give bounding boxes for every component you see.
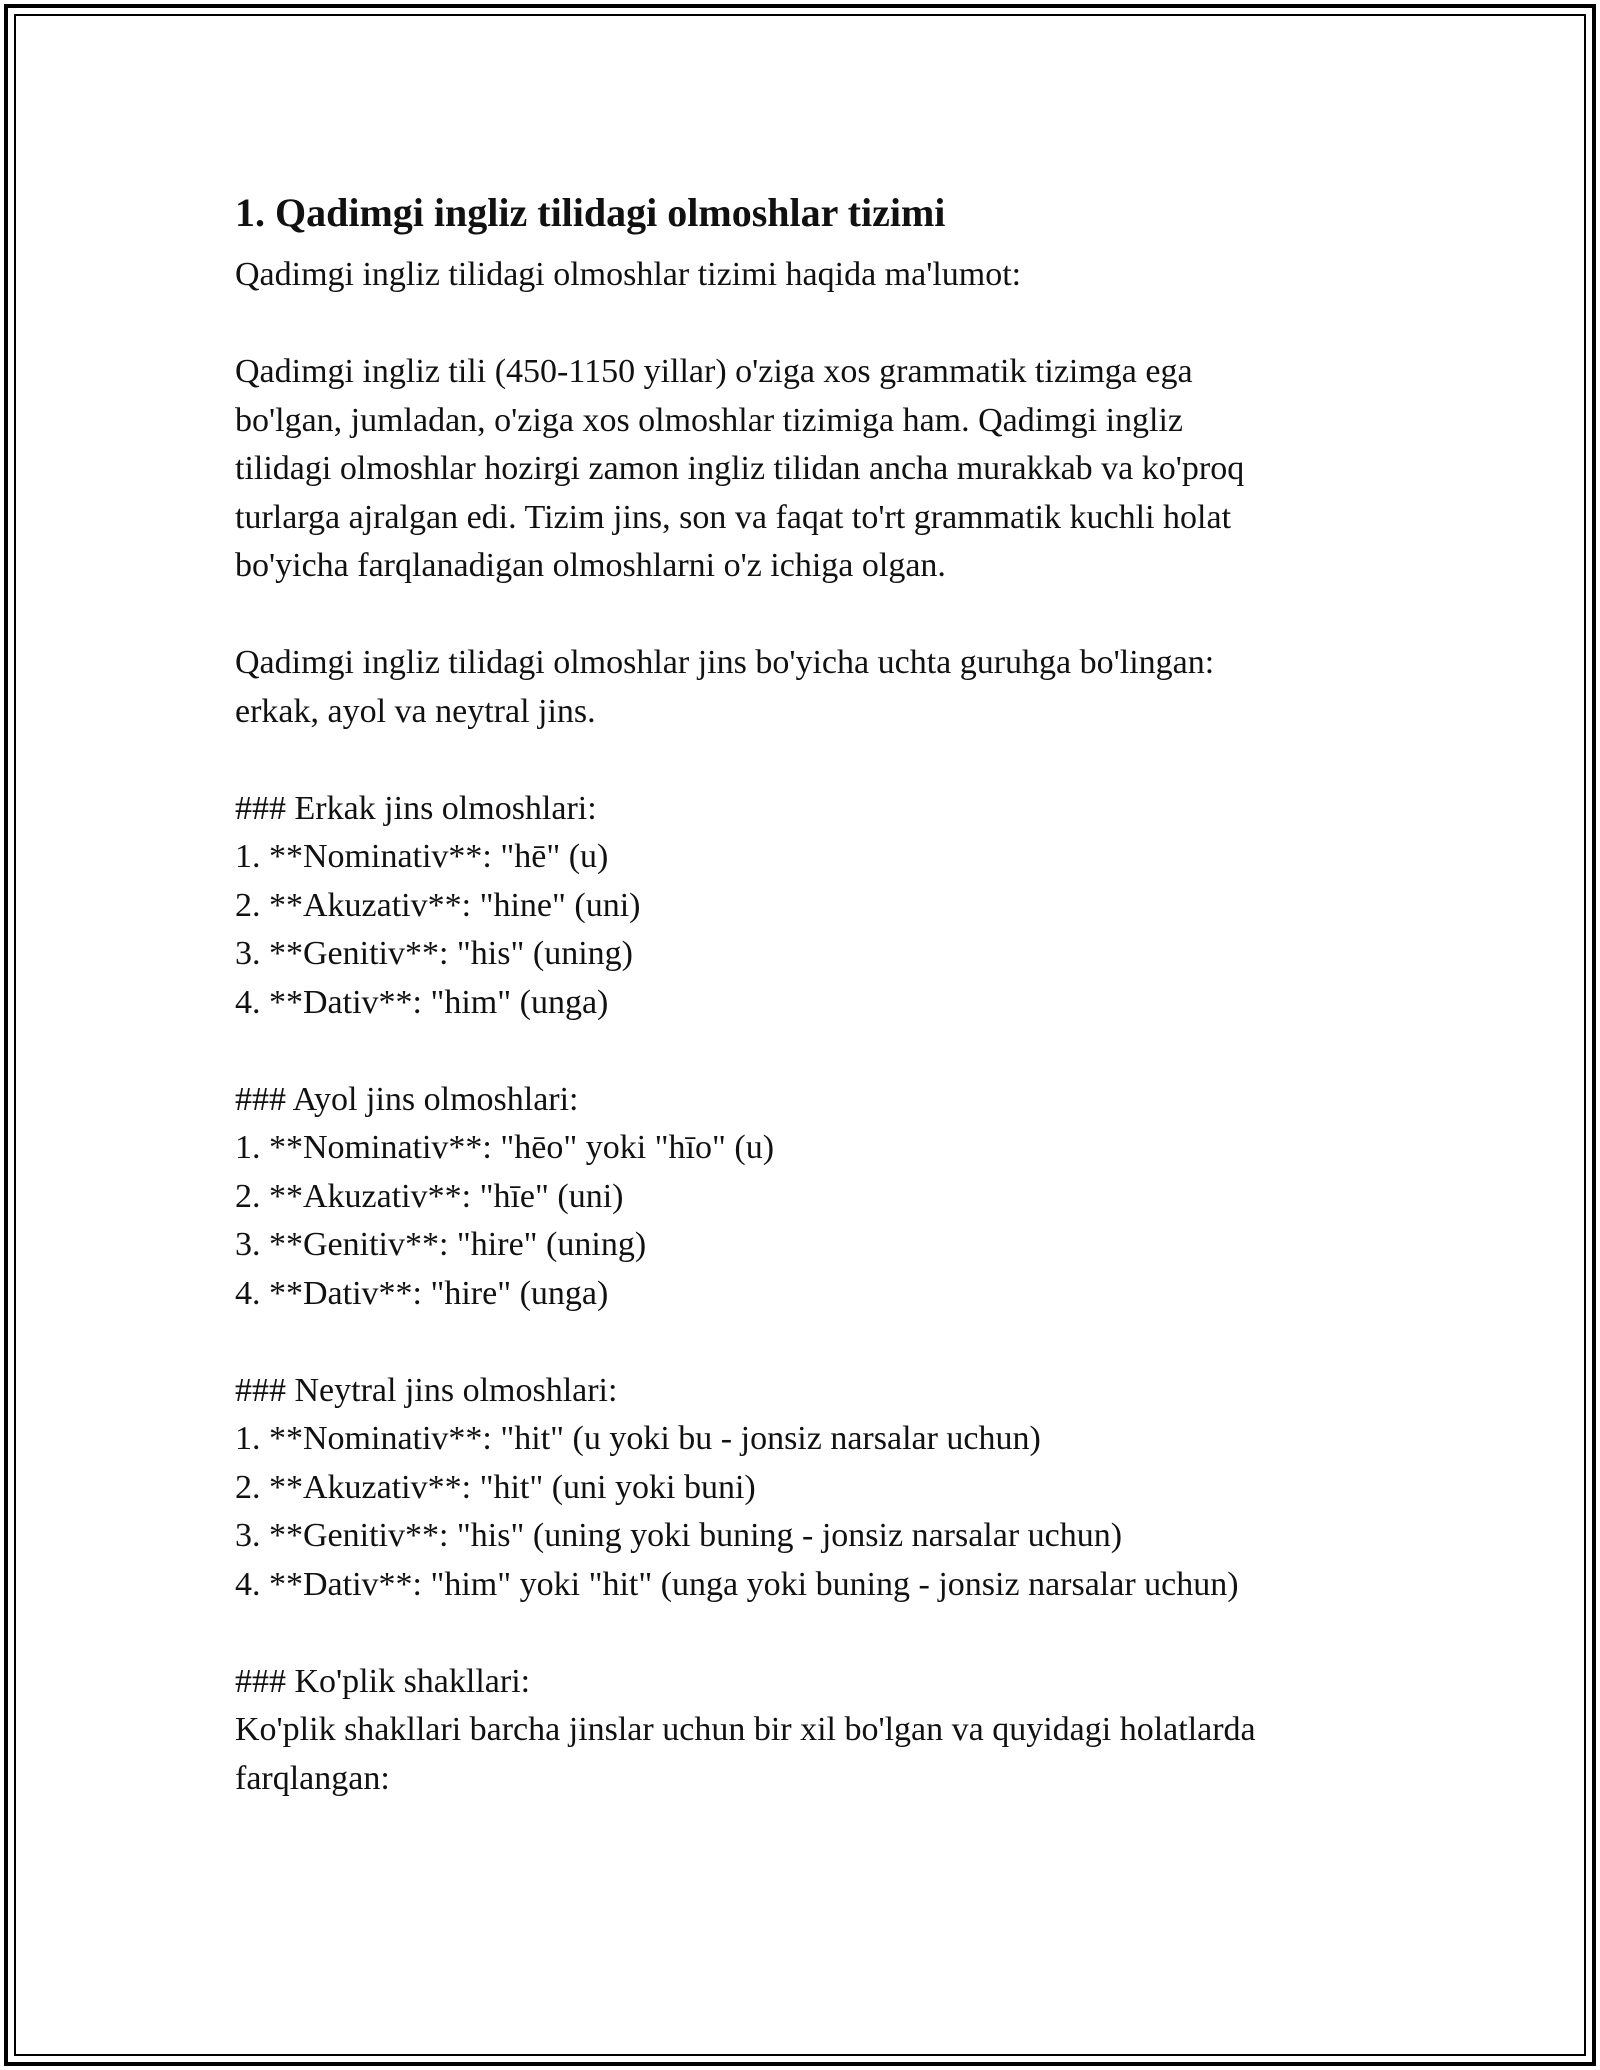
list-item: 1. **Nominativ**: "hē" (u) <box>235 838 609 875</box>
text-line: Ko'plik shakllari barcha jinslar uchun bir xil bo'lgan va quyidagi holatlarda <box>235 1711 1256 1748</box>
list-item: 2. **Akuzativ**: "hīe" (uni) <box>235 1177 624 1215</box>
text-line: turlarga ajralgan edi. Tizim jins, son va faqat to'rt grammatik kuchli holat <box>235 498 1232 536</box>
text-line: bo'lgan, jumladan, o'ziga xos olmoshlar tizimiga ham. Qadimgi ingliz <box>235 401 1184 439</box>
section-heading: ### Ko'plik shakllari: <box>235 1662 531 1700</box>
list-item: 3. **Genitiv**: "his" (uning yoki buning - jonsiz narsalar uchun) <box>235 1517 1123 1554</box>
list-item: 4. **Dativ**: "him" yoki "hit" (unga yoki buning - jonsiz narsalar uchun) <box>235 1565 1239 1603</box>
list-item: 2. **Akuzativ**: "hit" (uni yoki buni) <box>235 1468 756 1506</box>
list-item: 4. **Dativ**: "him" (unga) <box>235 983 609 1021</box>
intro-line: Qadimgi ingliz tilidagi olmoshlar tizimi haqida ma'lumot: <box>235 256 1022 293</box>
paragraph-history <box>235 348 1375 591</box>
text-line: erkak, ayol va neytral jins. <box>235 692 596 730</box>
list-item: 2. **Akuzativ**: "hine" (uni) <box>235 886 641 924</box>
section-heading: ### Neytral jins olmoshlari: <box>235 1371 618 1409</box>
paragraph-genders <box>235 639 1375 736</box>
text-line: Qadimgi ingliz tilidagi olmoshlar jins bo'yicha uchta guruhga bo'lingan: <box>235 644 1215 681</box>
document-title: 1. Qadimgi ingliz tilidagi olmoshlar tizimi <box>235 190 946 235</box>
text-line: tilidagi olmoshlar hozirgi zamon ingliz tilidan ancha murakkab va ko'proq <box>235 450 1245 487</box>
text-line: Qadimgi ingliz tili (450-1150 yillar) o'ziga xos grammatik tizimga ega <box>235 353 1193 390</box>
section-heading: ### Erkak jins olmoshlari: <box>235 789 597 827</box>
spacer <box>235 591 1375 640</box>
list-item: 1. **Nominativ**: "hēo" yoki "hīo" (u) <box>235 1129 775 1166</box>
section-plural <box>235 1658 1375 1804</box>
spacer <box>235 300 1375 349</box>
section-masculine <box>235 785 1375 1028</box>
list-item: 3. **Genitiv**: "his" (uning) <box>235 935 633 972</box>
text-line: farqlangan: <box>235 1759 390 1797</box>
spacer <box>235 1609 1375 1658</box>
list-item: 3. **Genitiv**: "hire" (uning) <box>235 1226 647 1263</box>
section-heading: ### Ayol jins olmoshlari: <box>235 1080 579 1118</box>
text-line: bo'yicha farqlanadigan olmoshlarni o'z ichiga olgan. <box>235 547 946 584</box>
section-feminine <box>235 1076 1375 1319</box>
spacer <box>235 1027 1375 1076</box>
section-neuter <box>235 1367 1375 1610</box>
list-item: 4. **Dativ**: "hire" (unga) <box>235 1274 609 1312</box>
list-item: 1. **Nominativ**: "hit" (u yoki bu - jonsiz narsalar uchun) <box>235 1420 1041 1457</box>
document-body <box>235 185 1375 1803</box>
spacer <box>235 1318 1375 1367</box>
spacer <box>235 736 1375 785</box>
